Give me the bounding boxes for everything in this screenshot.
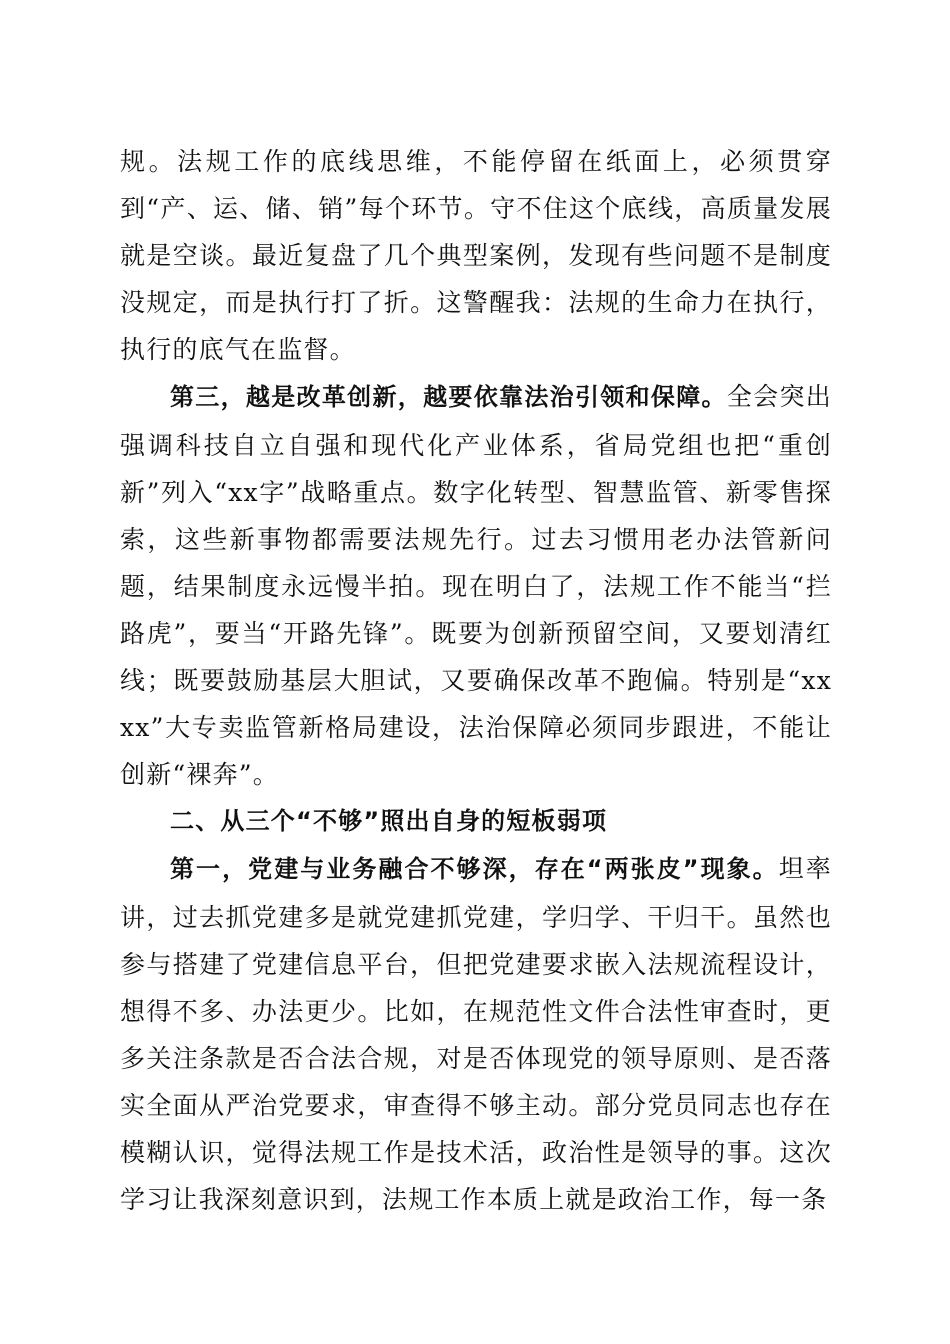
point-three-lead: 第三，越是改革创新，越要依靠法治引领和保障。 (170, 383, 727, 412)
point-one-body: 坦率讲，过去抓党建多是就党建抓党建，学归学、干归干。虽然也参与搭建了党建信息平台，但把党建要求嵌入法规流程设计，想得不多、办法更少。比如，在规范性文件合法性审查时，更多关注条款是否合法合规，对是否体现党的领导原则、是否落实全面从严治党要求，审查得不够主动。部分党员同志也存在模糊认识，觉得法规工作是技术活，政治性是领导的事。这次学习让我深刻意识到，法规工作本质上就是政治工作，每一条 (120, 854, 832, 1215)
section-heading: 二、从三个“不够”照出自身的短板弱项 (170, 807, 608, 836)
paragraph-point-three (120, 373, 832, 798)
point-one-lead: 第一，党建与业务融合不够深，存在“两张皮”现象。 (170, 855, 779, 884)
paragraph-point-one (120, 845, 832, 1223)
document-body (120, 138, 832, 1223)
paragraph-continuation: 规。法规工作的底线思维，不能停留在纸面上，必须贯穿到“产、运、储、销”每个环节。守不住这个底线，高质量发展就是空谈。最近复盘了几个典型案例，发现有些问题不是制度没规定，而是执行打了折。这警醒我：法规的生命力在执行，执行的底气在监督。 (120, 147, 832, 365)
point-three-body: 全会突出强调科技自立自强和现代化产业体系，省局党组也把“重创新”列入“xx字”战略重点。数字化转型、智慧监管、新零售探索，这些新事物都需要法规先行。过去习惯用老办法管新问题，结果制度永远慢半拍。现在明白了，法规工作不能当“拦路虎”，要当“开路先锋”。既要为创新预留空间，又要划清红线；既要鼓励基层大胆试，又要确保改革不跑偏。特别是“xxxx”大专卖监管新格局建设，法治保障必须同步跟进，不能让创新“裸奔”。 (120, 382, 832, 790)
